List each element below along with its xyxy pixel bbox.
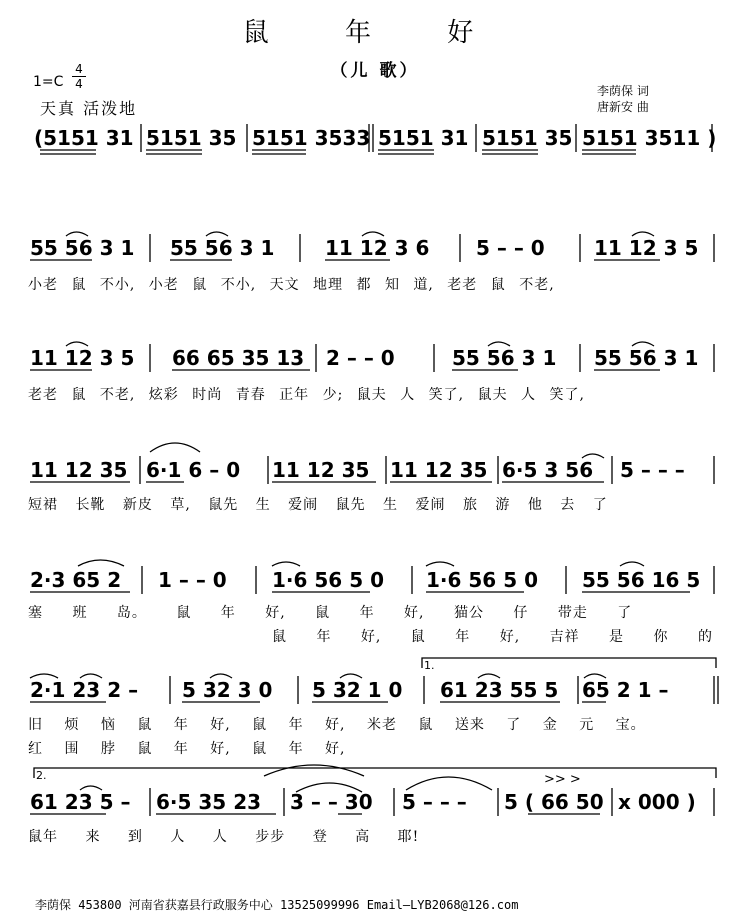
measure: 6·5 3 56 <box>502 458 594 482</box>
measure: 11 12 35 <box>30 458 128 482</box>
lyric-line: 短裙 长靴 新皮 草, 鼠先 生 爱闹 鼠先 生 爱闹 旅 游 他 去 了 <box>28 497 608 513</box>
song-title: 鼠 年 好 <box>242 18 508 48</box>
measure: 5151 35 <box>146 126 237 150</box>
measure: 61 23 55 5 <box>440 678 559 702</box>
measure: 5 32 1 0 <box>312 678 403 702</box>
volta-label: 1. <box>424 659 435 672</box>
accent-marks: >> > <box>544 772 581 787</box>
lyricist-credit: 李荫保 词 <box>597 84 649 98</box>
measure: x 000 ) <box>618 790 696 814</box>
measure: 1 – – 0 <box>158 568 227 592</box>
composer-credit: 唐新安 曲 <box>597 100 649 114</box>
key-signature: 1=C <box>33 74 64 90</box>
lyric-line: 鼠年 来 到 人 人 步步 登 高 耶! <box>28 829 420 845</box>
measure: 66 65 35 13 <box>172 346 305 370</box>
lyric-line: 鼠 年 好, 鼠 年 好, 吉祥 是 你 的 <box>272 629 713 645</box>
measure: 55 56 3 1 <box>170 236 275 260</box>
measure: 2·3 65 2 <box>30 568 122 592</box>
measure: 2·1 23 2 – <box>30 678 139 702</box>
contact-footer: 李荫保 453800 河南省获嘉县行政服务中心 13525099996 Email—LYB2068@126.com <box>35 898 519 912</box>
measure: 61 23 5 – <box>30 790 131 814</box>
measure: 5 – – 0 <box>476 236 545 260</box>
measure: 5151 3533 <box>252 126 371 150</box>
measure: 55 56 16 5 <box>582 568 701 592</box>
measure: 55 56 3 1 <box>594 346 699 370</box>
lyric-line: 红 围 脖 鼠 年 好, 鼠 年 好, <box>28 741 346 757</box>
measure: (5151 31 <box>34 126 134 150</box>
measure: 6·5 35 23 <box>156 790 262 814</box>
volta-label: 2. <box>36 769 47 782</box>
lyric-line: 小老 鼠 不小, 小老 鼠 不小, 天文 地理 都 知 道, 老老 鼠 不老, <box>28 277 555 293</box>
time-numerator: 4 <box>75 62 83 76</box>
lyric-line: 老老 鼠 不老, 炫彩 时尚 青春 正年 少; 鼠夫 人 笑了, 鼠夫 人 笑了, <box>28 387 585 403</box>
measure: 5 – – – <box>402 790 467 814</box>
tempo-marking: 天真 活泼地 <box>40 99 138 118</box>
measure: 6·1 6 – 0 <box>146 458 241 482</box>
measure: 3 – – 30 <box>290 790 373 814</box>
measure: 5151 35 <box>482 126 573 150</box>
lyric-line: 塞 班 岛。 鼠 年 好, 鼠 年 好, 猫公 仔 带走 了 <box>28 605 633 621</box>
measure: 65 2 1 – <box>582 678 669 702</box>
measure: 5151 3511 ) <box>582 126 717 150</box>
measure: 55 56 3 1 <box>452 346 557 370</box>
measure: 11 12 35 <box>272 458 370 482</box>
measure: 2 – – 0 <box>326 346 395 370</box>
measure: 11 12 3 6 <box>325 236 430 260</box>
measure: 55 56 3 1 <box>30 236 135 260</box>
measure: 1·6 56 5 0 <box>426 568 538 592</box>
measure: 11 12 35 <box>390 458 488 482</box>
song-subtitle: （儿 歌） <box>330 61 420 81</box>
measure: 5 32 3 0 <box>182 678 273 702</box>
measure: 5 ( 66 50 <box>504 790 604 814</box>
measure: 5 – – – <box>620 458 685 482</box>
measure: 5151 31 <box>378 126 469 150</box>
time-denominator: 4 <box>72 76 86 91</box>
measure: 11 12 3 5 <box>30 346 135 370</box>
lyric-line: 旧 烦 恼 鼠 年 好, 鼠 年 好, 米老 鼠 送来 了 金 元 宝。 <box>28 717 646 733</box>
measure: 11 12 3 5 <box>594 236 699 260</box>
measure: 1·6 56 5 0 <box>272 568 384 592</box>
